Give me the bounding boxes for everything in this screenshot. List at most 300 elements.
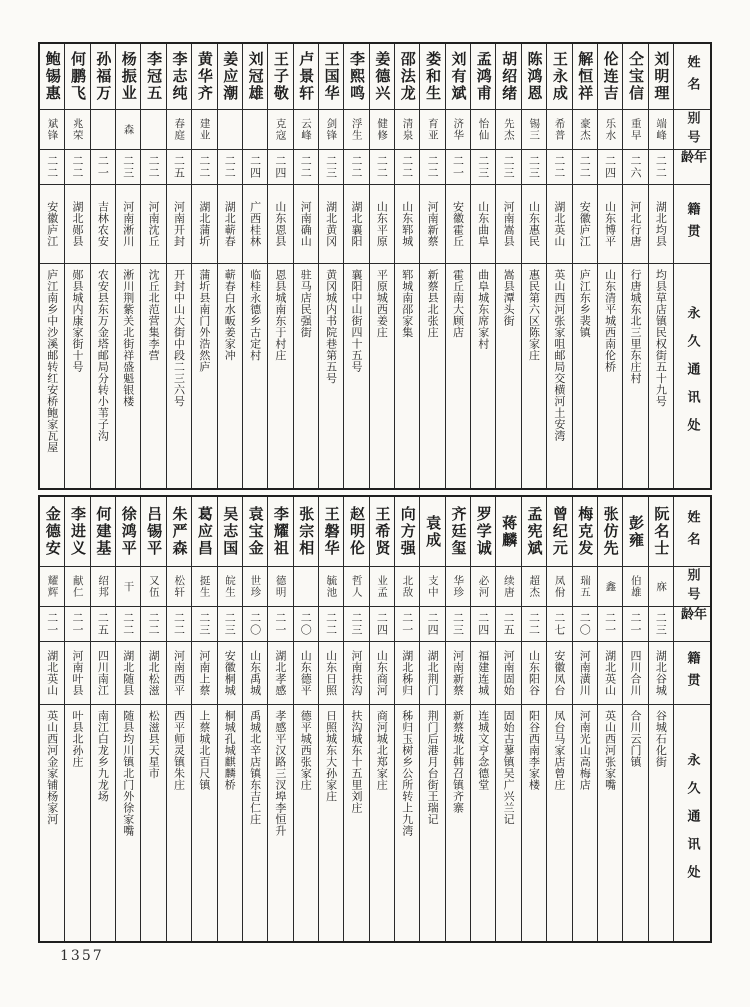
alias-cell-text: 端峰 bbox=[655, 118, 668, 141]
age-cell-text: 二二 bbox=[552, 155, 566, 179]
age-cell-text: 二二 bbox=[147, 155, 161, 179]
native-place-cell bbox=[40, 642, 64, 705]
name-cell bbox=[496, 44, 520, 110]
native-place-cell bbox=[141, 642, 165, 705]
alias-cell bbox=[141, 567, 165, 607]
alias-cell-text: 怡仙 bbox=[477, 118, 490, 141]
name-cell bbox=[420, 497, 444, 567]
address-cell-text: 日照城东大孙家庄 bbox=[324, 710, 338, 802]
native-place-cell bbox=[65, 185, 89, 264]
name-cell bbox=[116, 497, 140, 567]
name-cell bbox=[446, 44, 470, 110]
native-place-cell bbox=[496, 185, 520, 264]
name-cell-text: 王子敬 bbox=[271, 51, 290, 102]
alias-cell bbox=[294, 110, 318, 150]
person-column bbox=[318, 44, 343, 488]
age-cell bbox=[116, 607, 140, 642]
person-column bbox=[191, 44, 216, 488]
header-native-place: 籍贯 bbox=[684, 651, 700, 695]
alias-cell bbox=[598, 110, 622, 150]
name-cell-text: 向方强 bbox=[398, 506, 417, 557]
name-cell-text: 葛应昌 bbox=[195, 506, 214, 557]
person-column bbox=[546, 497, 571, 941]
name-cell bbox=[547, 44, 571, 110]
address-cell bbox=[471, 264, 495, 488]
alias-cell bbox=[91, 567, 115, 607]
age-cell-text: 二三 bbox=[527, 155, 541, 179]
person-column bbox=[622, 44, 647, 488]
address-cell bbox=[496, 264, 520, 488]
native-place-cell bbox=[370, 642, 394, 705]
native-place-cell-text: 湖北均县 bbox=[654, 201, 668, 247]
alias-cell bbox=[395, 567, 419, 607]
name-cell-text: 张宗相 bbox=[297, 506, 316, 557]
age-cell bbox=[547, 150, 571, 185]
name-cell-text: 邵法龙 bbox=[398, 51, 417, 102]
native-place-cell-text: 吉林农安 bbox=[96, 201, 110, 247]
native-place-cell bbox=[522, 642, 546, 705]
age-cell-text: 二二 bbox=[654, 155, 668, 179]
address-cell bbox=[141, 264, 165, 488]
person-column bbox=[521, 44, 546, 488]
age-cell-text: 二二 bbox=[299, 155, 313, 179]
alias-cell-text: 庥 bbox=[655, 580, 668, 593]
alias-cell bbox=[167, 110, 191, 150]
name-cell bbox=[65, 497, 89, 567]
alias-cell-text: 健修 bbox=[376, 118, 389, 141]
address-cell-text: 秭归玉树乡公所转上九湾 bbox=[400, 710, 414, 837]
top-table bbox=[38, 42, 712, 490]
page-number: 1357 bbox=[60, 948, 104, 964]
address-cell-text: 禹城北辛店镇东吉仁庄 bbox=[248, 710, 262, 825]
person-column bbox=[64, 44, 89, 488]
name-cell-text: 王希贤 bbox=[373, 506, 392, 557]
address-cell bbox=[116, 264, 140, 488]
native-place-cell-text: 湖北蒲圻 bbox=[197, 201, 211, 247]
address-cell-text: 叶县北孙庄 bbox=[71, 710, 85, 768]
address-cell bbox=[344, 264, 368, 488]
alias-cell-text: 济华 bbox=[452, 118, 465, 141]
native-place-cell-text: 河南西平 bbox=[172, 650, 186, 696]
name-cell-text: 罗学诚 bbox=[474, 506, 493, 557]
native-place-cell-text: 山东日照 bbox=[324, 650, 338, 696]
age-cell bbox=[395, 150, 419, 185]
age-cell bbox=[218, 150, 242, 185]
address-cell bbox=[218, 264, 242, 488]
native-place-cell bbox=[192, 642, 216, 705]
address-cell bbox=[370, 264, 394, 488]
address-cell-text: 阳谷西南李家楼 bbox=[527, 710, 541, 791]
person-column bbox=[140, 497, 165, 941]
alias-cell-text: 兆荣 bbox=[71, 118, 84, 141]
address-cell bbox=[522, 705, 546, 941]
address-cell bbox=[91, 705, 115, 941]
name-cell-text: 鲍锡惠 bbox=[43, 51, 62, 102]
name-cell bbox=[218, 497, 242, 567]
name-cell bbox=[192, 497, 216, 567]
address-cell bbox=[40, 264, 64, 488]
native-place-cell bbox=[319, 185, 343, 264]
age-cell bbox=[192, 150, 216, 185]
name-cell-text: 李耀祖 bbox=[271, 506, 290, 557]
alias-cell bbox=[116, 110, 140, 150]
name-cell bbox=[522, 497, 546, 567]
name-cell-text: 姜应潮 bbox=[221, 51, 240, 102]
native-place-cell-text: 湖北蕲春 bbox=[223, 201, 237, 247]
alias-cell bbox=[471, 567, 495, 607]
alias-cell bbox=[522, 567, 546, 607]
native-place-cell bbox=[547, 185, 571, 264]
name-cell bbox=[598, 44, 622, 110]
address-cell-text: 新蔡县北张庄 bbox=[426, 269, 440, 338]
native-place-cell bbox=[344, 642, 368, 705]
address-cell bbox=[167, 264, 191, 488]
person-column bbox=[495, 497, 520, 941]
alias-cell-text: 瑞五 bbox=[578, 575, 591, 598]
name-cell-text: 孟鸿甫 bbox=[474, 51, 493, 102]
address-cell-text: 蕲春白水畈姜家冲 bbox=[223, 269, 237, 361]
name-cell-text: 阮名士 bbox=[652, 506, 671, 557]
address-cell-text: 庐江东乡裴镇 bbox=[578, 269, 592, 338]
native-place-cell-text: 河南叶县 bbox=[71, 650, 85, 696]
name-cell bbox=[294, 497, 318, 567]
address-cell-text: 行唐城东北三里东庄村 bbox=[628, 269, 642, 384]
alias-cell bbox=[243, 110, 267, 150]
person-column bbox=[597, 44, 622, 488]
age-cell bbox=[294, 607, 318, 642]
name-cell-text: 齐廷玺 bbox=[449, 506, 468, 557]
age-cell bbox=[218, 607, 242, 642]
age-cell bbox=[40, 150, 64, 185]
native-place-cell bbox=[91, 185, 115, 264]
native-place-cell-text: 湖北松滋 bbox=[147, 650, 161, 696]
native-place-cell-text: 湖北随县 bbox=[121, 650, 135, 696]
age-cell-text: 二二 bbox=[121, 612, 135, 636]
alias-cell bbox=[116, 567, 140, 607]
native-place-cell bbox=[91, 642, 115, 705]
address-cell bbox=[649, 264, 673, 488]
person-column bbox=[115, 497, 140, 941]
person-column bbox=[217, 44, 242, 488]
age-cell bbox=[116, 150, 140, 185]
name-cell-text: 孙福万 bbox=[94, 51, 113, 102]
person-column bbox=[318, 497, 343, 941]
age-cell-text: 二二 bbox=[223, 155, 237, 179]
native-place-cell bbox=[116, 185, 140, 264]
alias-cell-text: 皖生 bbox=[223, 575, 236, 598]
age-cell bbox=[91, 607, 115, 642]
age-cell-text: 二五 bbox=[502, 612, 516, 636]
address-cell-text: 英山西河金家铺杨家河 bbox=[45, 710, 59, 825]
alias-cell-text: 伯雄 bbox=[629, 575, 642, 598]
age-cell bbox=[420, 150, 444, 185]
name-cell bbox=[471, 497, 495, 567]
age-cell-text: 二二 bbox=[324, 612, 338, 636]
address-cell-text: 临桂永德乡古定村 bbox=[248, 269, 262, 361]
address-cell-text: 郧县城内康家街十号 bbox=[71, 269, 85, 373]
name-cell bbox=[395, 44, 419, 110]
name-cell-text: 解恒祥 bbox=[576, 51, 595, 102]
age-cell bbox=[446, 150, 470, 185]
native-place-cell bbox=[446, 185, 470, 264]
person-column bbox=[293, 44, 318, 488]
alias-cell bbox=[268, 110, 292, 150]
native-place-cell bbox=[268, 642, 292, 705]
native-place-cell bbox=[395, 185, 419, 264]
name-cell-text: 刘有斌 bbox=[449, 51, 468, 102]
native-place-cell bbox=[243, 642, 267, 705]
name-cell bbox=[218, 44, 242, 110]
alias-cell bbox=[218, 110, 242, 150]
person-column bbox=[140, 44, 165, 488]
alias-cell bbox=[522, 110, 546, 150]
name-cell-text: 梅克发 bbox=[576, 506, 595, 557]
age-cell-text: 二五 bbox=[96, 612, 110, 636]
alias-cell-text: 华珍 bbox=[452, 575, 465, 598]
person-column bbox=[166, 497, 191, 941]
native-place-cell-text: 湖北秭归 bbox=[400, 650, 414, 696]
name-cell bbox=[471, 44, 495, 110]
native-place-cell bbox=[420, 642, 444, 705]
header-address: 永久通讯处 bbox=[684, 753, 700, 893]
age-cell bbox=[395, 607, 419, 642]
native-place-cell-text: 福建连城 bbox=[476, 650, 490, 696]
age-cell-text: 二二 bbox=[172, 612, 186, 636]
address-cell-text: 襄阳中山街四十五号 bbox=[350, 269, 363, 373]
age-cell-text: 二四 bbox=[426, 612, 440, 636]
address-cell bbox=[446, 264, 470, 488]
age-cell-text: 二三 bbox=[654, 612, 668, 636]
age-cell-text: 二一 bbox=[628, 612, 642, 636]
alias-cell bbox=[446, 567, 470, 607]
native-place-cell-text: 河南新蔡 bbox=[451, 650, 465, 696]
alias-cell-text: 支中 bbox=[426, 575, 439, 598]
age-cell bbox=[192, 607, 216, 642]
native-place-cell bbox=[319, 642, 343, 705]
name-cell-text: 蒋麟 bbox=[500, 514, 519, 549]
address-cell bbox=[623, 264, 647, 488]
person-column bbox=[521, 497, 546, 941]
person-column bbox=[445, 497, 470, 941]
age-cell-text: 二二 bbox=[197, 155, 211, 179]
native-place-cell-text: 湖北襄阳 bbox=[350, 201, 363, 247]
age-cell-text: 二二 bbox=[147, 612, 161, 636]
name-cell-text: 何鹏飞 bbox=[69, 51, 88, 102]
person-column bbox=[419, 497, 444, 941]
age-cell bbox=[573, 150, 597, 185]
name-cell bbox=[420, 44, 444, 110]
age-cell bbox=[268, 607, 292, 642]
native-place-cell-text: 山东郓城 bbox=[400, 201, 414, 247]
address-cell bbox=[420, 705, 444, 941]
name-cell-text: 王磐华 bbox=[322, 506, 341, 557]
address-cell bbox=[420, 264, 444, 488]
address-cell bbox=[623, 705, 647, 941]
age-cell-text: 二二 bbox=[426, 155, 440, 179]
age-cell-text: 二三 bbox=[476, 155, 490, 179]
age-cell bbox=[471, 607, 495, 642]
person-column bbox=[546, 44, 571, 488]
alias-cell bbox=[243, 567, 267, 607]
address-cell-text: 淅川荆紫关北街祥盛魁银楼 bbox=[121, 269, 135, 407]
alias-cell-text: 干 bbox=[122, 580, 135, 593]
person-column bbox=[293, 497, 318, 941]
native-place-cell bbox=[547, 642, 571, 705]
header-alias: 别号 bbox=[684, 110, 700, 149]
native-place-cell bbox=[65, 642, 89, 705]
age-cell-text: 二二 bbox=[578, 155, 592, 179]
alias-cell bbox=[370, 567, 394, 607]
name-cell-text: 杨振业 bbox=[119, 51, 138, 102]
address-cell-text: 恩县城南东于村庄 bbox=[273, 269, 287, 361]
native-place-cell-text: 湖北郧县 bbox=[71, 201, 85, 247]
alias-cell-text: 松轩 bbox=[173, 575, 186, 598]
address-cell bbox=[40, 705, 64, 941]
person-column bbox=[648, 497, 673, 941]
native-place-cell-text: 山东博平 bbox=[603, 201, 617, 247]
native-place-cell-text: 河南确山 bbox=[299, 201, 313, 247]
native-place-cell bbox=[573, 185, 597, 264]
address-cell-text: 开封中山大街中段二三六号 bbox=[172, 269, 186, 407]
age-cell bbox=[623, 607, 647, 642]
name-cell bbox=[141, 44, 165, 110]
native-place-cell-text: 安徽庐江 bbox=[578, 201, 592, 247]
person-column bbox=[470, 44, 495, 488]
age-cell bbox=[522, 607, 546, 642]
native-place-cell-text: 河南固始 bbox=[502, 650, 516, 696]
alias-cell bbox=[471, 110, 495, 150]
native-place-cell bbox=[623, 642, 647, 705]
address-cell bbox=[547, 705, 571, 941]
name-cell bbox=[91, 44, 115, 110]
native-place-cell-text: 山东德平 bbox=[299, 650, 313, 696]
alias-cell bbox=[192, 567, 216, 607]
native-place-cell bbox=[623, 185, 647, 264]
native-place-cell-text: 河南淅川 bbox=[121, 201, 135, 247]
address-cell bbox=[141, 705, 165, 941]
native-place-cell-text: 河南上蔡 bbox=[197, 650, 211, 696]
name-cell-text: 卢景轩 bbox=[297, 51, 316, 102]
age-cell-text: 二一 bbox=[45, 612, 59, 636]
name-cell bbox=[294, 44, 318, 110]
header-column bbox=[673, 497, 710, 941]
native-place-cell bbox=[420, 185, 444, 264]
age-cell-text: 二三 bbox=[197, 612, 211, 636]
person-column bbox=[90, 44, 115, 488]
native-place-cell-text: 河南新蔡 bbox=[426, 201, 440, 247]
name-cell bbox=[268, 497, 292, 567]
person-column bbox=[40, 497, 64, 941]
age-cell-text: 二三 bbox=[324, 155, 338, 179]
name-cell bbox=[522, 44, 546, 110]
alias-cell bbox=[395, 110, 419, 150]
native-place-cell-text: 湖北孝感 bbox=[273, 650, 287, 696]
person-column bbox=[470, 497, 495, 941]
age-cell bbox=[598, 150, 622, 185]
name-cell-text: 朱严森 bbox=[170, 506, 189, 557]
address-cell bbox=[344, 705, 368, 941]
native-place-cell-text: 安徽霍丘 bbox=[451, 201, 465, 247]
alias-cell bbox=[268, 567, 292, 607]
person-column bbox=[648, 44, 673, 488]
age-cell bbox=[598, 607, 622, 642]
name-cell-text: 仝宝信 bbox=[626, 51, 645, 102]
age-cell-text: 二一 bbox=[96, 155, 110, 179]
alias-cell bbox=[40, 110, 64, 150]
alias-cell bbox=[496, 567, 520, 607]
name-cell bbox=[192, 44, 216, 110]
address-cell-text: 庐江南乡中沙溪邮转红安桥鲍家瓦屋 bbox=[45, 269, 59, 453]
age-cell-text: 二二 bbox=[45, 155, 59, 179]
address-cell bbox=[471, 705, 495, 941]
age-cell bbox=[370, 150, 394, 185]
address-cell bbox=[395, 264, 419, 488]
person-column bbox=[394, 44, 419, 488]
name-cell bbox=[370, 497, 394, 567]
alias-cell-text: 先杰 bbox=[502, 118, 515, 141]
native-place-cell bbox=[471, 185, 495, 264]
age-cell bbox=[319, 607, 343, 642]
age-cell-text: 二三 bbox=[223, 612, 237, 636]
alias-cell bbox=[167, 567, 191, 607]
name-cell bbox=[167, 44, 191, 110]
address-cell-text: 随县均川镇北门外徐家嘴 bbox=[121, 710, 135, 837]
alias-cell-text: 乐水 bbox=[604, 118, 617, 141]
alias-cell bbox=[91, 110, 115, 150]
address-cell-text: 合川云门镇 bbox=[628, 710, 642, 768]
age-cell bbox=[649, 150, 673, 185]
age-cell bbox=[167, 150, 191, 185]
name-cell-text: 徐鸿平 bbox=[119, 506, 138, 557]
native-place-cell bbox=[40, 185, 64, 264]
alias-cell bbox=[598, 567, 622, 607]
name-cell-text: 曾纪元 bbox=[550, 506, 569, 557]
native-place-cell-text: 湖北英山 bbox=[45, 650, 59, 696]
age-cell-text: 二三 bbox=[121, 155, 135, 179]
address-cell bbox=[268, 705, 292, 941]
person-column bbox=[419, 44, 444, 488]
name-cell-text: 姜德兴 bbox=[373, 51, 392, 102]
alias-cell-text: 哲人 bbox=[350, 575, 363, 598]
address-cell-text: 蒲圻县南门外浩然庐 bbox=[197, 269, 211, 373]
address-cell-text: 黄冈城内书院巷第五号 bbox=[324, 269, 338, 384]
person-column bbox=[191, 497, 216, 941]
native-place-cell bbox=[370, 185, 394, 264]
age-cell-text: 二一 bbox=[451, 155, 465, 179]
native-place-cell bbox=[649, 642, 673, 705]
alias-cell-text: 必河 bbox=[477, 575, 490, 598]
name-cell-text: 彭雍 bbox=[626, 514, 645, 549]
address-cell bbox=[573, 705, 597, 941]
name-cell bbox=[40, 44, 64, 110]
alias-cell bbox=[294, 567, 318, 607]
person-column bbox=[369, 44, 394, 488]
address-cell bbox=[116, 705, 140, 941]
name-cell bbox=[243, 44, 267, 110]
person-column bbox=[445, 44, 470, 488]
name-cell-text: 吴志国 bbox=[221, 506, 240, 557]
name-cell bbox=[268, 44, 292, 110]
age-cell-text: 二三 bbox=[451, 612, 465, 636]
person-column bbox=[343, 44, 368, 488]
address-cell bbox=[243, 705, 267, 941]
address-cell-text: 河南光山高梅店 bbox=[578, 710, 592, 791]
native-place-cell bbox=[141, 185, 165, 264]
name-cell-text: 刘明理 bbox=[652, 51, 671, 102]
name-cell-text: 伦连吉 bbox=[601, 51, 620, 102]
name-cell-text: 李志纯 bbox=[170, 51, 189, 102]
age-cell-text: 二二 bbox=[375, 155, 389, 179]
